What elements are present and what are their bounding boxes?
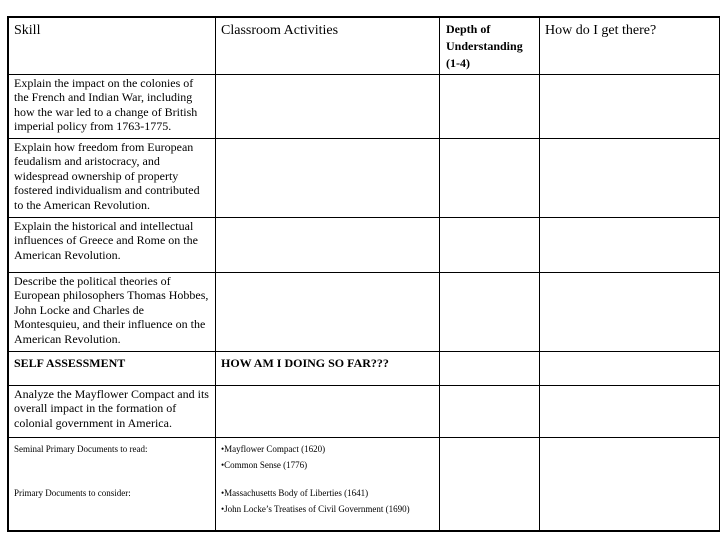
consider-document-item: •Massachusetts Body of Liberties (1641) bbox=[221, 487, 369, 498]
self-assessment-prompt: HOW AM I DOING SO FAR??? bbox=[216, 351, 440, 385]
seminal-document-item: •Mayflower Compact (1620) bbox=[221, 443, 326, 454]
activities-cell bbox=[216, 74, 440, 138]
table-row bbox=[8, 272, 720, 351]
depth-cell bbox=[440, 272, 540, 351]
skill-text: Explain the impact on the colonies of the French and Indian War, including how the war led to a change of British imperial policy from 1763-1775. bbox=[8, 74, 216, 138]
how-cell bbox=[540, 437, 720, 531]
table-row bbox=[8, 74, 720, 138]
header-classroom-activities: Classroom Activities bbox=[216, 17, 440, 74]
header-how-do-i-get-there: How do I get there? bbox=[540, 17, 720, 74]
table-row bbox=[8, 385, 720, 437]
depth-cell bbox=[440, 351, 540, 385]
skill-text: Explain the historical and intellectual influences of Greece and Rome on the American Revolution. bbox=[8, 217, 216, 272]
depth-cell bbox=[440, 74, 540, 138]
documents-row bbox=[8, 437, 720, 531]
header-row bbox=[8, 17, 720, 74]
how-cell bbox=[540, 74, 720, 138]
how-cell bbox=[540, 351, 720, 385]
seminal-documents-label: Seminal Primary Documents to read: bbox=[14, 443, 148, 454]
header-depth-line-2: Understanding bbox=[446, 39, 523, 53]
activities-cell bbox=[216, 385, 440, 437]
consider-documents-label: Primary Documents to consider: bbox=[14, 487, 131, 498]
how-cell bbox=[540, 217, 720, 272]
skill-text: Analyze the Mayflower Compact and its overall impact in the formation of colonial government in America. bbox=[8, 385, 216, 437]
table-row bbox=[8, 138, 720, 217]
table-row bbox=[8, 217, 720, 272]
consider-document-item: •John Locke’s Treatises of Civil Government (1690) bbox=[221, 503, 410, 514]
depth-cell bbox=[440, 138, 540, 217]
header-skill: Skill bbox=[8, 17, 216, 74]
skills-table bbox=[7, 16, 720, 532]
header-depth-of-understanding bbox=[440, 17, 540, 74]
documents-labels bbox=[8, 437, 216, 531]
activities-cell bbox=[216, 217, 440, 272]
documents-list bbox=[216, 437, 440, 531]
skill-text: Explain how freedom from European feudalism and aristocracy, and widespread ownership of property fostered individualism and contributed to the American Revolution. bbox=[8, 138, 216, 217]
skill-text: Describe the political theories of European philosophers Thomas Hobbes, John Locke and Charles de Montesquieu, and their influence on the American Revolution. bbox=[8, 272, 216, 351]
depth-cell bbox=[440, 437, 540, 531]
activities-cell bbox=[216, 272, 440, 351]
how-cell bbox=[540, 272, 720, 351]
header-depth-line-3: (1-4) bbox=[446, 56, 470, 70]
how-cell bbox=[540, 138, 720, 217]
how-cell bbox=[540, 385, 720, 437]
seminal-document-item: •Common Sense (1776) bbox=[221, 459, 308, 470]
depth-cell bbox=[440, 385, 540, 437]
activities-cell bbox=[216, 138, 440, 217]
self-assessment-row bbox=[8, 351, 720, 385]
depth-cell bbox=[440, 217, 540, 272]
self-assessment-label: SELF ASSESSMENT bbox=[8, 351, 216, 385]
header-depth-line-1: Depth of bbox=[446, 22, 491, 36]
